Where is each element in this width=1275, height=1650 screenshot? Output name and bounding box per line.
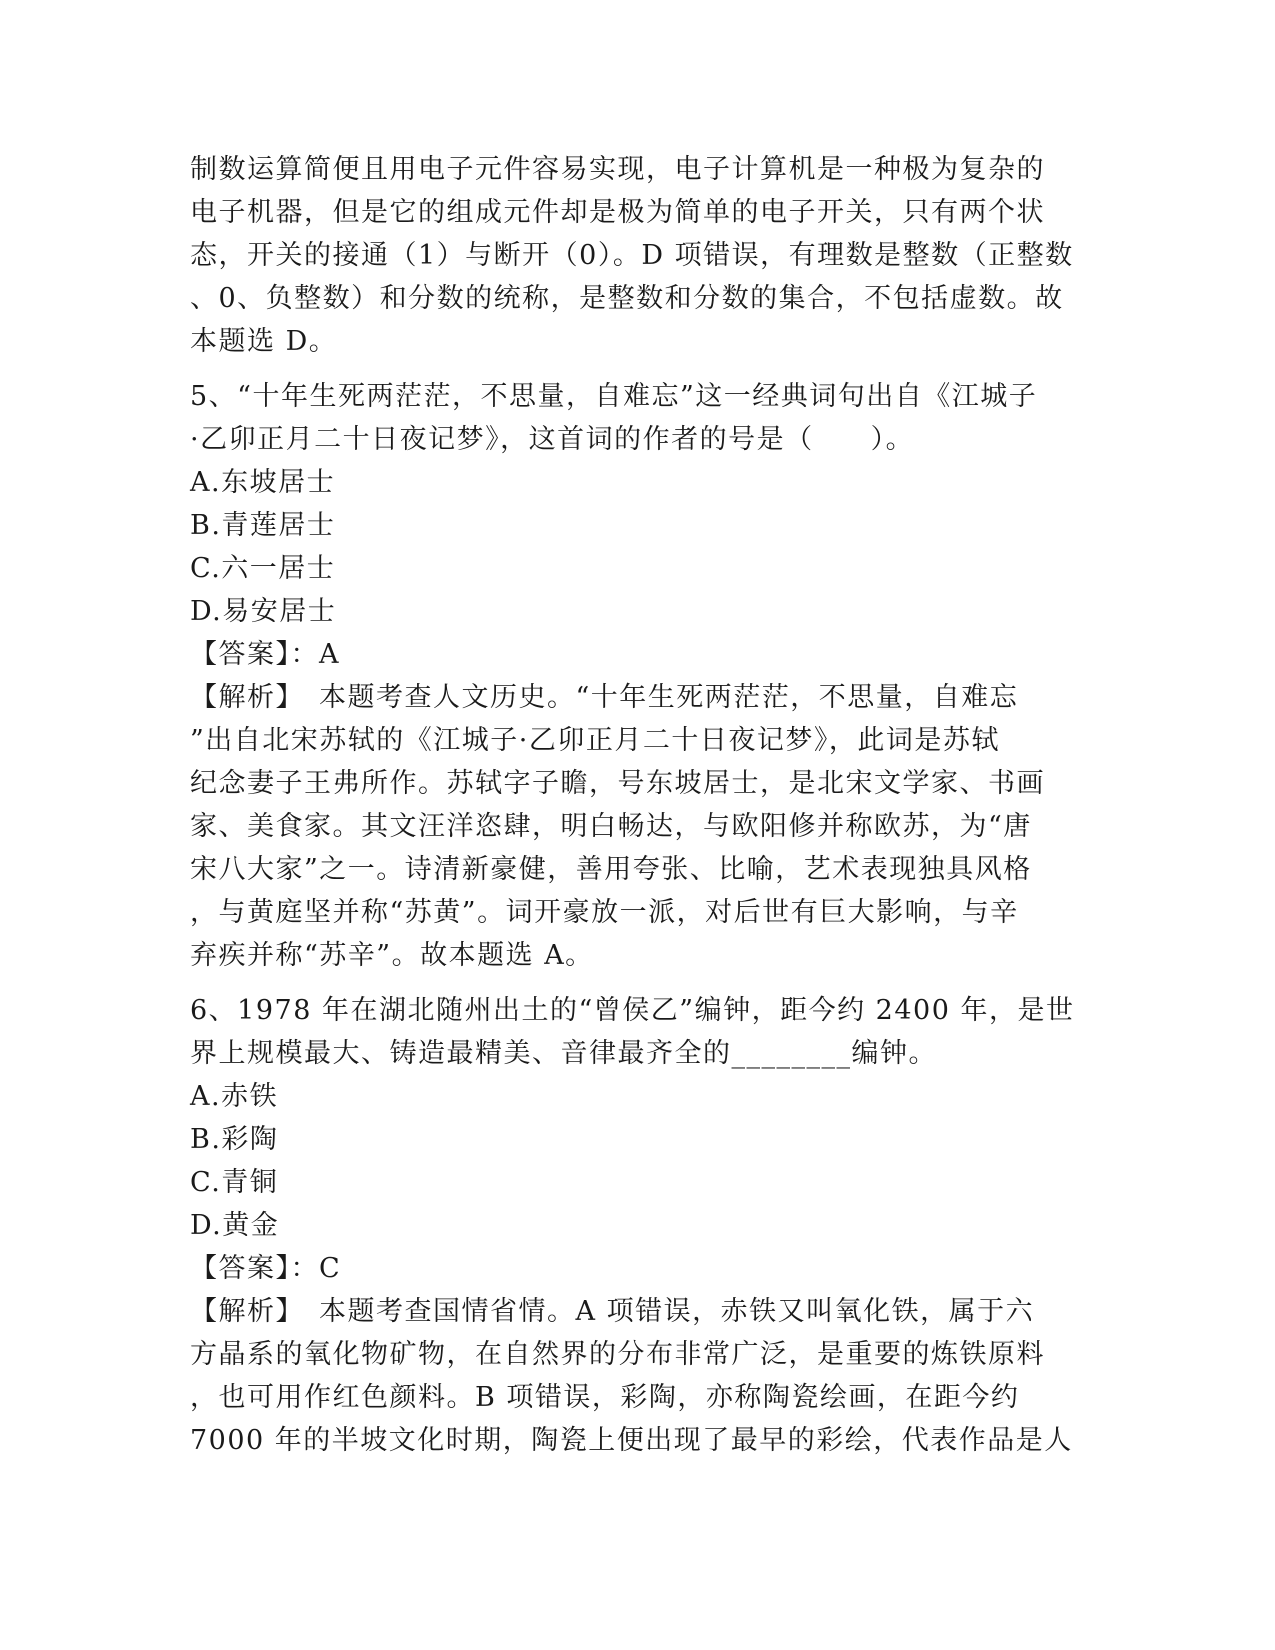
option-d: D.黄金 <box>190 1210 280 1241</box>
text-line: 制数运算简便且用电子元件容易实现，电子计算机是一种极为复杂的 <box>190 154 1045 185</box>
option-c: C.六一居士 <box>190 553 336 584</box>
question-stem-line: 6、1978 年在湖北随州出土的“曾侯乙”编钟，距今约 2400 年，是世 <box>190 995 1075 1026</box>
question-stem-line: 界上规模最大、铸造最精美、音律最齐全的________编钟。 <box>190 1038 937 1069</box>
text-line: 态，开关的接通（1）与断开（0）。D 项错误，有理数是整数（正整数 <box>190 240 1074 271</box>
spacer <box>190 977 1085 989</box>
option-d: D.易安居士 <box>190 596 337 627</box>
analysis-line: 7000 年的半坡文化时期，陶瓷上便出现了最早的彩绘，代表作品是人 <box>190 1425 1073 1456</box>
option-b: B.青莲居士 <box>190 510 336 541</box>
analysis-line: ，也可用作红色颜料。B 项错误，彩陶，亦称陶瓷绘画，在距今约 <box>190 1382 1020 1413</box>
text-line: 本题选 D。 <box>190 326 338 357</box>
question-6 <box>190 989 1085 1462</box>
analysis-line: ”出自北宋苏轼的《江城子·乙卯正月二十日夜记梦》，此词是苏轼 <box>190 725 1000 756</box>
analysis-line: 弃疾并称“苏辛”。故本题选 A。 <box>190 940 594 971</box>
option-a: A.赤铁 <box>190 1081 279 1112</box>
document-page <box>190 148 1085 1462</box>
text-line: 电子机器，但是它的组成元件却是极为简单的电子开关，只有两个状 <box>190 197 1045 228</box>
analysis-line: 纪念妻子王弗所作。苏轼字子瞻，号东坡居士，是北宋文学家、书画 <box>190 768 1045 799</box>
analysis-line: ，与黄庭坚并称“苏黄”。词开豪放一派，对后世有巨大影响，与辛 <box>190 897 1019 928</box>
question-stem-line: 5、“十年生死两茫茫，不思量，自难忘”这一经典词句出自《江城子 <box>190 381 1038 412</box>
previous-analysis-continuation <box>190 148 1085 363</box>
answer-line: 【答案】：C <box>190 1253 342 1284</box>
option-c: C.青铜 <box>190 1167 279 1198</box>
analysis-line: 宋八大家”之一。诗清新豪健，善用夸张、比喻，艺术表现独具风格 <box>190 854 1032 885</box>
option-a: A.东坡居士 <box>190 467 336 498</box>
text-line: 、0、负整数）和分数的统称，是整数和分数的集合，不包括虚数。故 <box>190 283 1064 314</box>
analysis-line: 方晶系的氧化物矿物，在自然界的分布非常广泛，是重要的炼铁原料 <box>190 1339 1045 1370</box>
analysis-line: 家、美食家。其文汪洋恣肆，明白畅达，与欧阳修并称欧苏，为“唐 <box>190 811 1032 842</box>
spacer <box>190 363 1085 375</box>
question-5 <box>190 375 1085 977</box>
option-b: B.彩陶 <box>190 1124 279 1155</box>
analysis-line: 【解析】 本题考查人文历史。“十年生死两茫茫，不思量，自难忘 <box>190 682 1019 713</box>
question-stem-line: ·乙卯正月二十日夜记梦》，这首词的作者的号是（ ）。 <box>190 424 915 455</box>
answer-line: 【答案】：A <box>190 639 340 670</box>
analysis-line: 【解析】 本题考查国情省情。A 项错误，赤铁又叫氧化铁，属于六 <box>190 1296 1035 1327</box>
